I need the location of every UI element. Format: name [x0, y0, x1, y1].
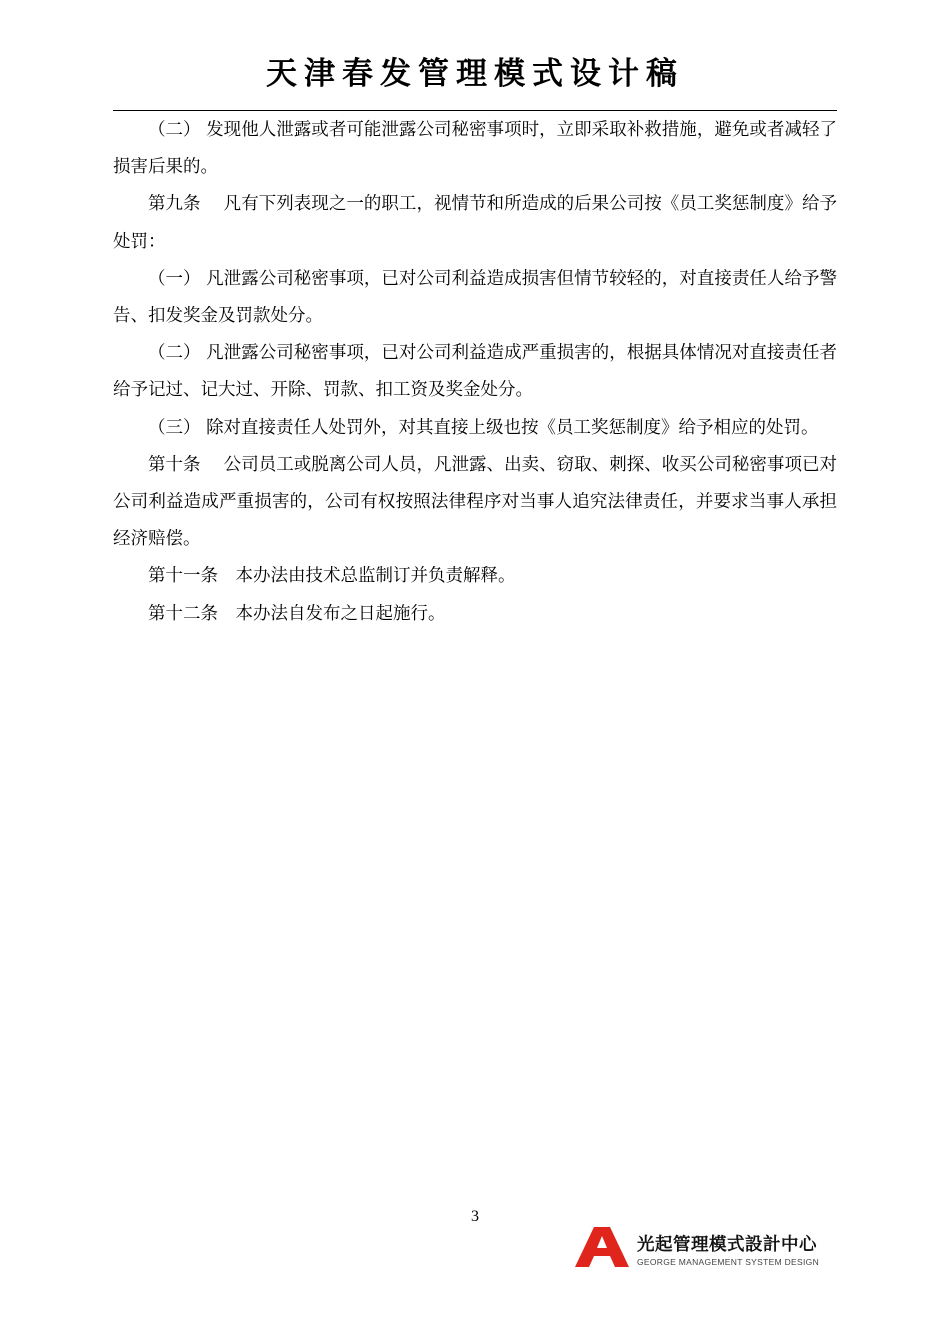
- header-divider: [113, 110, 837, 111]
- header-title: 天津春发管理模式设计稿: [266, 56, 684, 92]
- paragraph-penalty-3: （三） 除对直接责任人处罚外，对其直接上级也按《员工奖惩制度》给予相应的处罚。: [148, 417, 819, 438]
- logo-english-name: GEORGE MANAGEMENT SYSTEM DESIGN: [637, 1257, 820, 1267]
- logo-chinese-name: 光起管理模式設計中心: [637, 1235, 817, 1255]
- paragraph-penalty-1: （一） 凡泄露公司秘密事项，已对公司利益造成损害但情节较轻的，对直接责任人给予警告、扣发奖金及罚款处分。: [113, 268, 837, 327]
- paragraph-penalty-2: （二） 凡泄露公司秘密事项，已对公司利益造成严重损害的，根据具体情况对直接责任者给予记过、记大过、开除、罚款、扣工资及奖金处分。: [113, 343, 837, 401]
- red-a-logo-icon: [575, 1227, 629, 1267]
- document-body: [113, 112, 837, 633]
- paragraph-article-10: 第十条 公司员工或脱离公司人员，凡泄露、出卖、窃取、刺探、收买公司秘密事项已对公司利益造成严重损害的，公司有权按照法律程序对当事人追究法律责任，并要求当事人承担经济赔偿。: [113, 454, 837, 550]
- page-number: 3: [471, 1208, 479, 1225]
- paragraph-article-11: 第十一条 本办法由技术总监制订并负责解释。: [148, 566, 516, 587]
- footer-logo: [575, 1227, 837, 1269]
- paragraph-remedy: （二） 发现他人泄露或者可能泄露公司秘密事项时，立即采取补救措施，避免或者减轻了损害后果的。: [113, 120, 837, 178]
- paragraph-article-12: 第十二条 本办法自发布之日起施行。: [148, 603, 446, 624]
- paragraph-article-9: 第九条 凡有下列表现之一的职工，视情节和所造成的后果公司按《员工奖惩制度》给予处罚：: [113, 194, 837, 252]
